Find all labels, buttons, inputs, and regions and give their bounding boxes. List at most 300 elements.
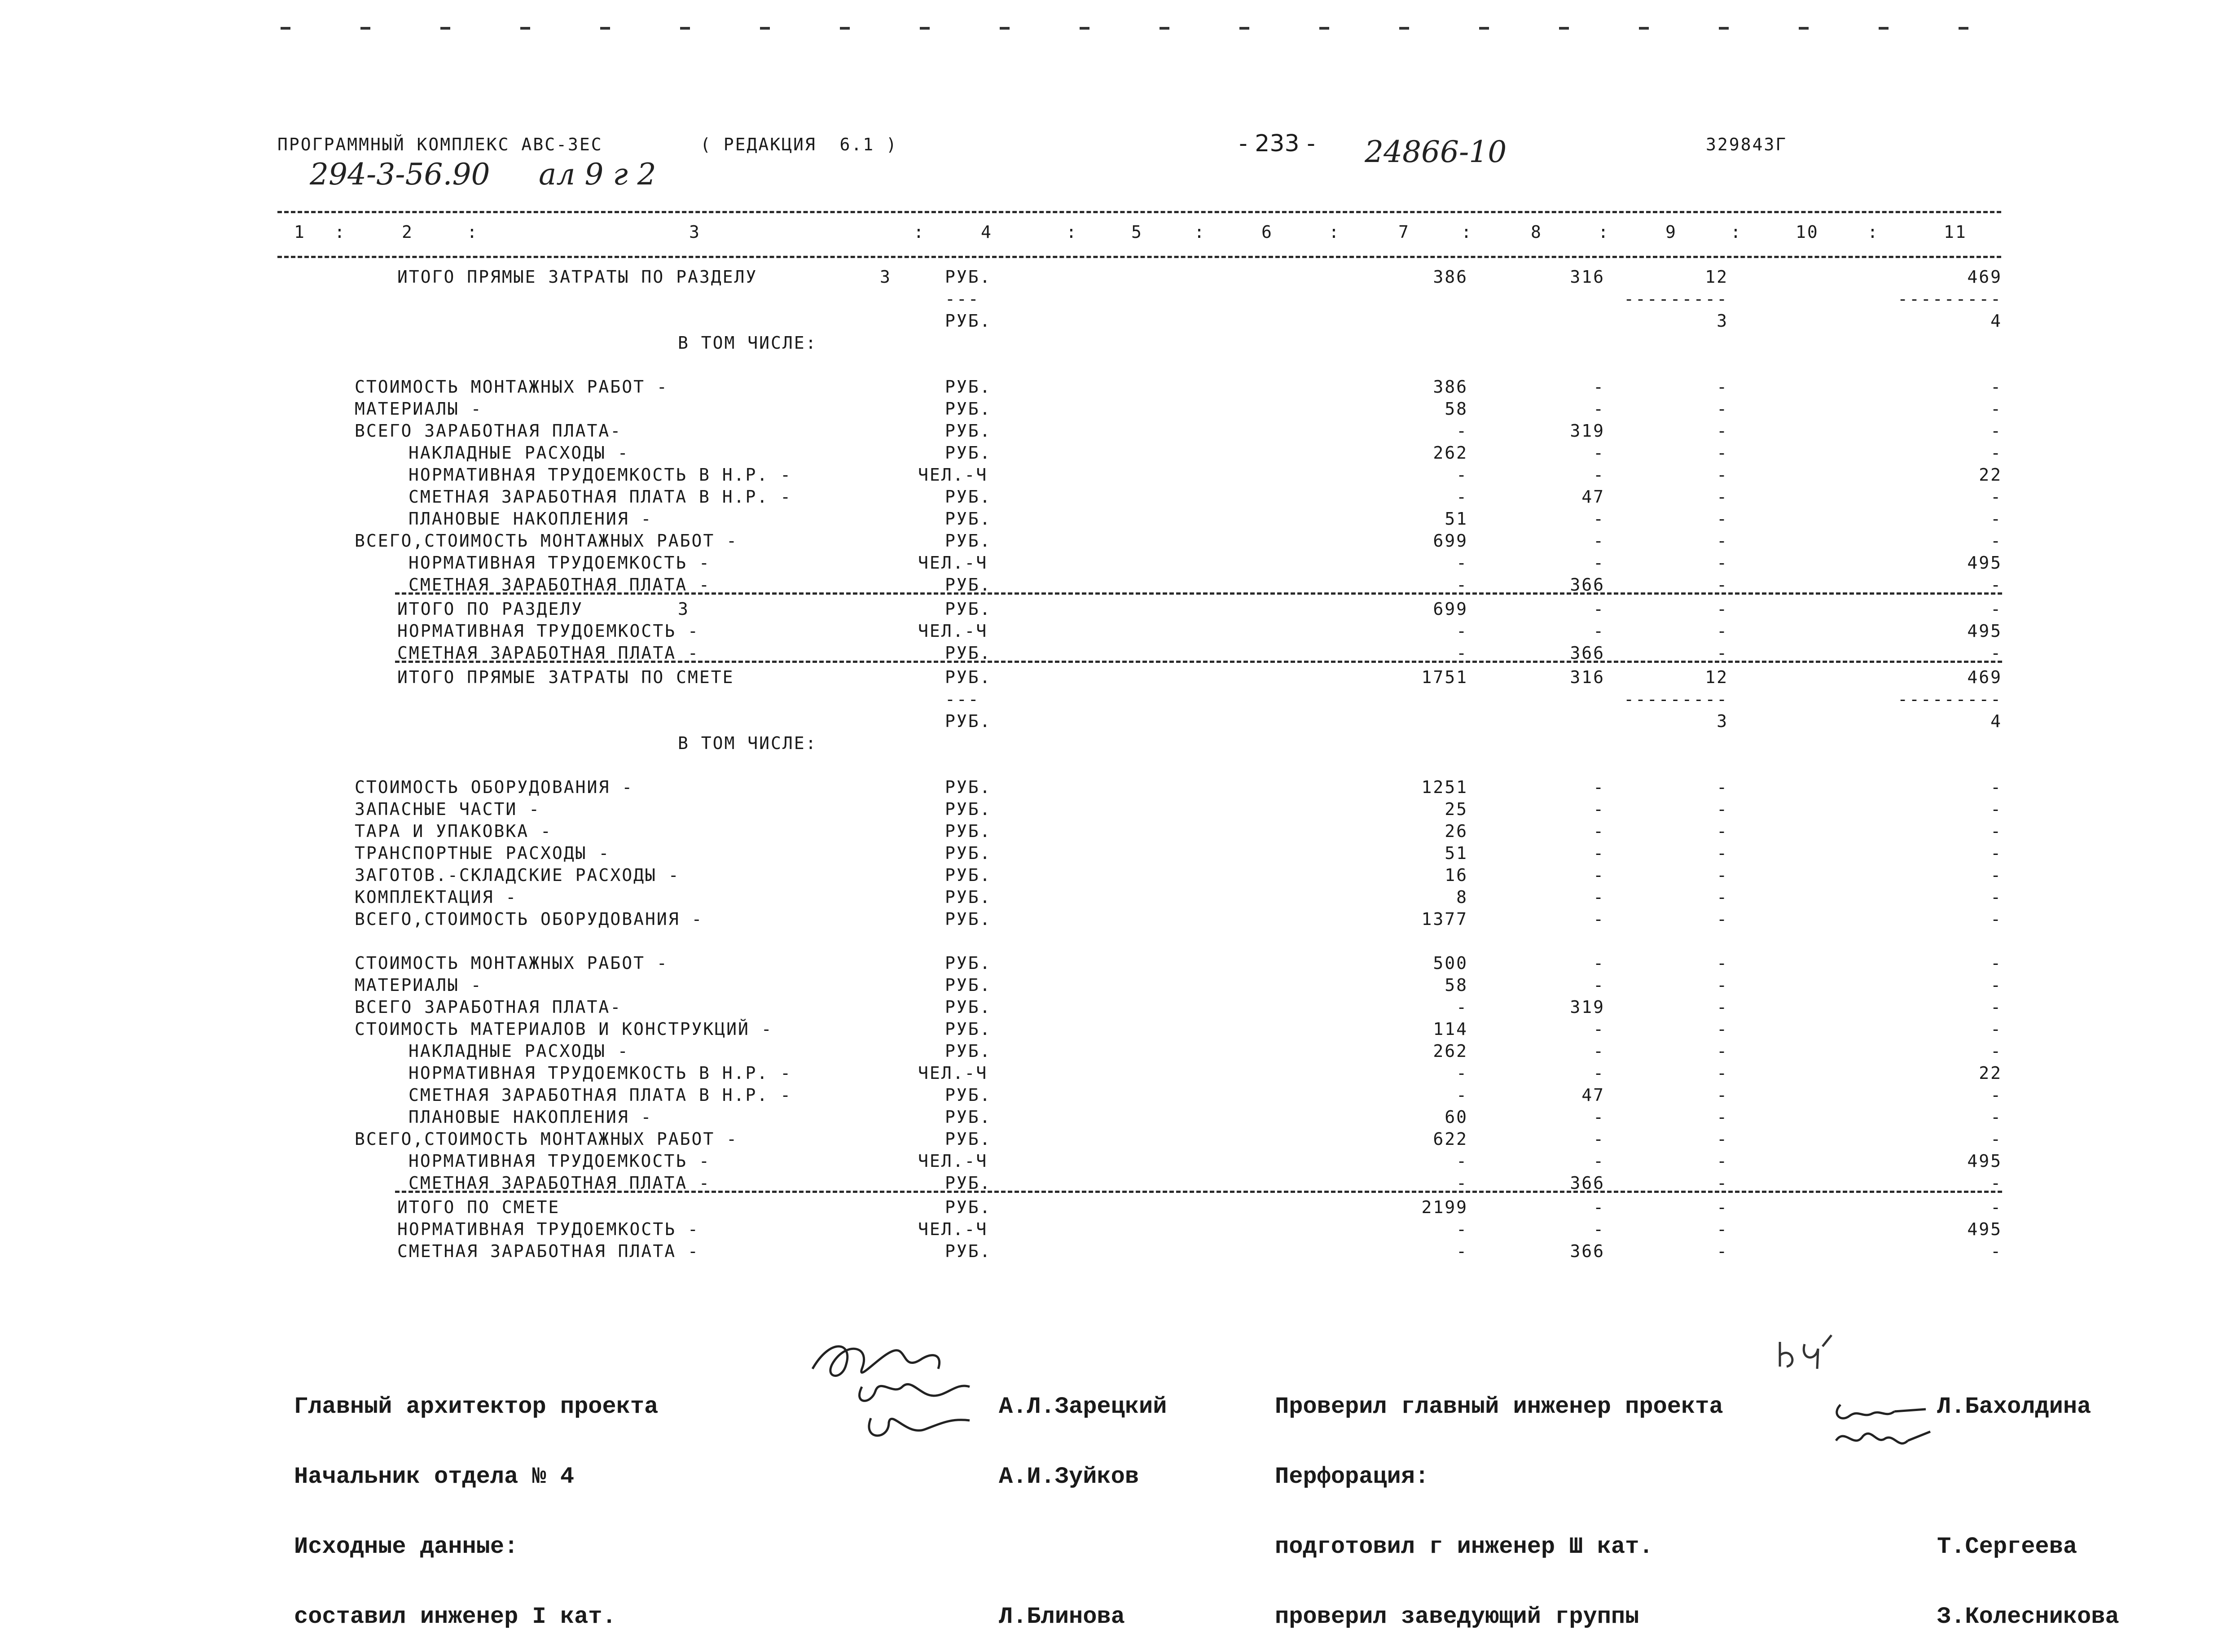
cell-col8: - [1593, 1219, 1605, 1239]
cell-col7: - [1456, 465, 1468, 485]
row-unit: --- [945, 689, 980, 709]
cell-col9: - [1717, 531, 1728, 551]
cell-col9: - [1717, 909, 1728, 929]
cell-col7: 60 [1445, 1107, 1468, 1127]
column-number: 2 [402, 222, 413, 242]
cell-col7: - [1456, 421, 1468, 441]
row-unit: РУБ. [945, 777, 992, 797]
cell-col7: - [1456, 1063, 1468, 1083]
cell-col8: - [1593, 777, 1605, 797]
cell-col11: - [1990, 1041, 2002, 1061]
cell-col7: 262 [1433, 1041, 1468, 1061]
cell-col7: 2199 [1421, 1197, 1468, 1217]
section-rule [395, 661, 2002, 663]
cell-col7: - [1456, 1241, 1468, 1261]
perforation-dash [840, 27, 850, 30]
cell-col9: - [1717, 377, 1728, 397]
cell-col9: - [1717, 975, 1728, 995]
cell-col8: - [1593, 1129, 1605, 1149]
row-unit: РУБ. [945, 1085, 992, 1105]
cell-col9: - [1717, 1019, 1728, 1039]
page-number: - 233 - [1239, 130, 1315, 157]
cell-col11: - [1990, 953, 2002, 973]
section-rule [395, 1191, 2002, 1193]
cell-col9: 3 [1717, 711, 1728, 731]
cell-col9: - [1717, 865, 1728, 885]
row-unit: РУБ. [945, 843, 992, 863]
table-row [0, 1241, 2227, 1262]
row-unit: РУБ. [945, 865, 992, 885]
row-label: ТАРА И УПАКОВКА - [355, 821, 552, 841]
cell-col11: - [1990, 487, 2002, 507]
cell-col8: 366 [1570, 575, 1605, 595]
row-label: НОРМАТИВНАЯ ТРУДОЕМКОСТЬ - [409, 553, 711, 573]
row-label: ПЛАНОВЫЕ НАКОПЛЕНИЯ - [409, 1107, 653, 1127]
row-label: ПЛАНОВЫЕ НАКОПЛЕНИЯ - [409, 509, 653, 529]
edition-label: ( РЕДАКЦИЯ 6.1 ) [700, 135, 898, 154]
signature-title: Начальник отдела № 4 [294, 1464, 575, 1490]
cell-col8: - [1593, 887, 1605, 907]
signature-name: З.Колесникова [1937, 1604, 2119, 1630]
row-unit: РУБ. [945, 377, 992, 397]
column-separator: : [1461, 222, 1473, 242]
table-top-rule [277, 211, 2001, 213]
cell-col8: - [1593, 1041, 1605, 1061]
table-row [0, 421, 2227, 442]
row-label: ИТОГО ПРЯМЫЕ ЗАТРАТЫ ПО СМЕТЕ [397, 667, 734, 687]
signature-title: подготовил г инженер Ш кат. [1275, 1534, 1653, 1560]
table-row [0, 553, 2227, 574]
cell-col9: - [1717, 465, 1728, 485]
cell-col7: 386 [1433, 267, 1468, 287]
row-label: ИТОГО ПО СМЕТЕ [397, 1197, 560, 1217]
perforation-dash [1080, 27, 1089, 30]
row-unit: РУБ. [945, 311, 992, 331]
row-unit: ЧЕЛ.-Ч [918, 553, 988, 573]
cell-col7: - [1456, 575, 1468, 595]
row-unit: РУБ. [945, 799, 992, 819]
cell-col7: 1377 [1421, 909, 1468, 929]
program-title: ПРОГРАММНЫЙ КОМПЛЕКС АВС-ЗЕС [277, 135, 603, 154]
cell-col7: 699 [1433, 599, 1468, 619]
cell-col9: - [1717, 1107, 1728, 1127]
cell-col11: - [1990, 1241, 2002, 1261]
row-label: В ТОМ ЧИСЛЕ: [678, 733, 817, 753]
cell-col8: 316 [1570, 267, 1605, 287]
table-row [0, 777, 2227, 798]
table-row [0, 621, 2227, 642]
perforation-dash [1559, 27, 1569, 30]
row-unit: РУБ. [945, 531, 992, 551]
signature-name [1937, 1465, 2119, 1489]
cell-col8: - [1593, 509, 1605, 529]
table-row [0, 799, 2227, 820]
cell-col9: - [1717, 1085, 1728, 1105]
row-label: В ТОМ ЧИСЛЕ: [678, 333, 817, 353]
table-row [0, 1151, 2227, 1172]
row-unit: РУБ. [945, 1041, 992, 1061]
table-row [0, 689, 2227, 710]
row-unit: РУБ. [945, 1241, 992, 1261]
perforation-dash [680, 27, 690, 30]
row-label: ВСЕГО ЗАРАБОТНАЯ ПЛАТА- [355, 421, 622, 441]
cell-col11: 469 [1967, 267, 2002, 287]
row-section-number: 3 [880, 267, 892, 287]
signature-title: Главный архитектор проекта [294, 1393, 659, 1420]
cell-col9: - [1717, 621, 1728, 641]
table-row [0, 909, 2227, 930]
table-row [0, 267, 2227, 288]
row-label: НАКЛАДНЫЕ РАСХОДЫ - [409, 443, 629, 463]
signature-name: Л.Блинова [999, 1604, 1125, 1630]
cell-col8: 319 [1570, 997, 1605, 1017]
table-row [0, 487, 2227, 508]
row-unit: РУБ. [945, 667, 992, 687]
row-label: СМЕТНАЯ ЗАРАБОТНАЯ ПЛАТА - [397, 1241, 699, 1261]
cell-col11: 495 [1967, 553, 2002, 573]
cell-col11: - [1990, 1173, 2002, 1193]
cell-col9: - [1717, 553, 1728, 573]
perforation-dash [1959, 27, 1968, 30]
cell-col11: - [1990, 421, 2002, 441]
cell-col9: - [1717, 509, 1728, 529]
cell-col9: - [1717, 1197, 1728, 1217]
cell-col8: - [1593, 443, 1605, 463]
cell-col11: 4 [1990, 711, 2002, 731]
left-signature-names [999, 1349, 1167, 1652]
signature-name [999, 1535, 1167, 1559]
cell-col9: 12 [1705, 667, 1728, 687]
cell-col7: - [1456, 1151, 1468, 1171]
row-label: НОРМАТИВНАЯ ТРУДОЕМКОСТЬ В Н.Р. - [409, 465, 792, 485]
cell-col9: - [1717, 443, 1728, 463]
cell-col11: 495 [1967, 1219, 2002, 1239]
cell-col8: - [1593, 799, 1605, 819]
cell-col7: - [1456, 643, 1468, 663]
table-row [0, 333, 2227, 354]
table-header-rule [277, 256, 2001, 258]
cell-col11: - [1990, 1107, 2002, 1127]
cell-col11: - [1990, 1129, 2002, 1149]
doc-number-handwritten: 24866-10 [1365, 135, 1507, 169]
cell-col7: 622 [1433, 1129, 1468, 1149]
cell-col9: - [1717, 1219, 1728, 1239]
cell-col8: 47 [1581, 487, 1605, 507]
row-label: СМЕТНАЯ ЗАРАБОТНАЯ ПЛАТА - [397, 643, 699, 663]
table-row [0, 931, 2227, 952]
cell-col11: - [1990, 443, 2002, 463]
cell-col7: - [1456, 997, 1468, 1017]
row-label: СТОИМОСТЬ МОНТАЖНЫХ РАБОТ - [355, 953, 668, 973]
column-separator: : [1066, 222, 1078, 242]
cell-col11: - [1990, 865, 2002, 885]
column-separator: : [467, 222, 479, 242]
row-label: НАКЛАДНЫЕ РАСХОДЫ - [409, 1041, 629, 1061]
cell-col8: - [1593, 909, 1605, 929]
cell-col8: - [1593, 953, 1605, 973]
row-unit: РУБ. [945, 575, 992, 595]
cell-col11: 495 [1967, 621, 2002, 641]
cell-col7: 26 [1445, 821, 1468, 841]
section-rule [395, 592, 2002, 595]
perforation-dash [1319, 27, 1329, 30]
column-number: 7 [1398, 222, 1410, 242]
cell-col7: - [1456, 1085, 1468, 1105]
perforation-dash [1239, 27, 1249, 30]
row-unit: ЧЕЛ.-Ч [918, 465, 988, 485]
cell-col9: - [1717, 399, 1728, 419]
perforation-dash [1719, 27, 1729, 30]
row-unit: РУБ. [945, 643, 992, 663]
cell-col11: --------- [1898, 289, 2002, 309]
row-label: НОРМАТИВНАЯ ТРУДОЕМКОСТЬ - [397, 1219, 699, 1239]
signature-bakholdina-scribble [1773, 1328, 1849, 1378]
cell-col9: - [1717, 1241, 1728, 1261]
cell-col7: 262 [1433, 443, 1468, 463]
signature-name: Т.Сергеева [1937, 1534, 2078, 1560]
cell-col11: - [1990, 777, 2002, 797]
cell-col9: 12 [1705, 267, 1728, 287]
row-label: СМЕТНАЯ ЗАРАБОТНАЯ ПЛАТА - [409, 575, 711, 595]
cell-col8: - [1593, 865, 1605, 885]
row-unit: РУБ. [945, 997, 992, 1017]
cell-col9: - [1717, 997, 1728, 1017]
row-label: ЗАГОТОВ.-СКЛАДСКИЕ РАСХОДЫ - [355, 865, 680, 885]
table-row [0, 667, 2227, 688]
cell-col7: 25 [1445, 799, 1468, 819]
row-unit: РУБ. [945, 1019, 992, 1039]
column-number: 10 [1796, 222, 1819, 242]
perforation-dash [360, 27, 370, 30]
cell-col11: - [1990, 909, 2002, 929]
table-row [0, 843, 2227, 864]
row-label: ИТОГО ПО РАЗДЕЛУ [397, 599, 584, 619]
signature-zaretsky-scribble [804, 1328, 992, 1450]
cell-col9: - [1717, 799, 1728, 819]
cell-col8: 366 [1570, 1241, 1605, 1261]
column-number: 8 [1531, 222, 1542, 242]
cell-col11: - [1990, 377, 2002, 397]
row-label: НОРМАТИВНАЯ ТРУДОЕМКОСТЬ - [409, 1151, 711, 1171]
table-row [0, 821, 2227, 842]
row-unit: РУБ. [945, 1129, 992, 1149]
cell-col8: - [1593, 1197, 1605, 1217]
cell-col8: 366 [1570, 643, 1605, 663]
cell-col7: 699 [1433, 531, 1468, 551]
perforation-dash [1399, 27, 1409, 30]
column-separator: : [334, 222, 346, 242]
cell-col11: - [1990, 599, 2002, 619]
row-label: МАТЕРИАЛЫ - [355, 975, 483, 995]
table-row [0, 311, 2227, 332]
cell-col8: - [1593, 1107, 1605, 1127]
signature-title: Перфорация: [1275, 1464, 1429, 1490]
row-label: СМЕТНАЯ ЗАРАБОТНАЯ ПЛАТА В Н.Р. - [409, 487, 792, 507]
cell-col9: - [1717, 421, 1728, 441]
cell-col11: - [1990, 843, 2002, 863]
table-row [0, 1197, 2227, 1218]
column-separator: : [1329, 222, 1340, 242]
perforation-dash [1000, 27, 1010, 30]
cell-col9: - [1717, 887, 1728, 907]
cell-col9: - [1717, 821, 1728, 841]
cell-col11: - [1990, 1085, 2002, 1105]
signature-name: А.Л.Зарецкий [999, 1393, 1167, 1420]
column-number: 6 [1261, 222, 1273, 242]
row-unit: РУБ. [945, 267, 992, 287]
cell-col8: 316 [1570, 667, 1605, 687]
cell-col8: - [1593, 399, 1605, 419]
table-row [0, 531, 2227, 552]
table-row [0, 887, 2227, 908]
cell-col8: - [1593, 599, 1605, 619]
row-unit: РУБ. [945, 1173, 992, 1193]
cell-col11: - [1990, 1019, 2002, 1039]
project-number-handwritten: 294-3-56.90 [310, 157, 490, 192]
cell-col9: 3 [1717, 311, 1728, 331]
signature-title: проверил заведующий группы [1275, 1604, 1639, 1630]
perforation-dash [440, 27, 450, 30]
perforation-dash [520, 27, 530, 30]
row-label: НОРМАТИВНАЯ ТРУДОЕМКОСТЬ В Н.Р. - [409, 1063, 792, 1083]
perforation-dash [920, 27, 930, 30]
cell-col8: - [1593, 821, 1605, 841]
cell-col9: - [1717, 1129, 1728, 1149]
signature-sergeeva-kolesnikova-scribble [1827, 1391, 1935, 1454]
table-row [0, 1041, 2227, 1062]
cell-col7: - [1456, 621, 1468, 641]
row-label: ВСЕГО,СТОИМОСТЬ МОНТАЖНЫХ РАБОТ - [355, 531, 738, 551]
cell-col7: 500 [1433, 953, 1468, 973]
row-section-number: 3 [678, 599, 690, 619]
table-row [0, 865, 2227, 886]
perforation-dash [1160, 27, 1169, 30]
cell-col11: 469 [1967, 667, 2002, 687]
cell-col11: - [1990, 975, 2002, 995]
cell-col11: - [1990, 799, 2002, 819]
cell-col9: - [1717, 643, 1728, 663]
cell-col11: 4 [1990, 311, 2002, 331]
signature-name: Л.Бахолдина [1937, 1393, 2091, 1420]
table-row [0, 399, 2227, 420]
cell-col9: - [1717, 1063, 1728, 1083]
table-row [0, 755, 2227, 776]
cell-col9: - [1717, 953, 1728, 973]
row-label: ВСЕГО,СТОИМОСТЬ ОБОРУДОВАНИЯ - [355, 909, 703, 929]
cell-col7: 58 [1445, 399, 1468, 419]
cell-col7: 114 [1433, 1019, 1468, 1039]
cell-col9: --------- [1624, 689, 1728, 709]
signature-title: Исходные данные: [294, 1534, 518, 1560]
table-row [0, 711, 2227, 732]
perforation-dash [1479, 27, 1489, 30]
cell-col8: - [1593, 975, 1605, 995]
row-label: МАТЕРИАЛЫ - [355, 399, 483, 419]
cell-col7: 386 [1433, 377, 1468, 397]
cell-col11: 495 [1967, 1151, 2002, 1171]
column-separator: : [914, 222, 925, 242]
table-row [0, 1107, 2227, 1128]
cell-col11: 22 [1979, 1063, 2002, 1083]
left-signature-titles [294, 1349, 658, 1652]
table-row [0, 733, 2227, 754]
cell-col8: - [1593, 1063, 1605, 1083]
signature-title: Проверил главный инженер проекта [1275, 1393, 1723, 1420]
table-row [0, 997, 2227, 1018]
row-unit: РУБ. [945, 711, 992, 731]
cell-col9: - [1717, 599, 1728, 619]
row-unit: --- [945, 289, 980, 309]
right-signature-titles [1275, 1349, 1723, 1652]
row-label: СТОИМОСТЬ МОНТАЖНЫХ РАБОТ - [355, 377, 668, 397]
row-unit: РУБ. [945, 821, 992, 841]
doc-code: 329843Г [1706, 135, 1788, 154]
row-label: СТОИМОСТЬ ОБОРУДОВАНИЯ - [355, 777, 634, 797]
row-unit: РУБ. [945, 487, 992, 507]
cell-col9: - [1717, 1041, 1728, 1061]
table-row [0, 443, 2227, 464]
column-number: 1 [294, 222, 306, 242]
row-label: КОМПЛЕКТАЦИЯ - [355, 887, 518, 907]
table-row [0, 289, 2227, 310]
row-unit: ЧЕЛ.-Ч [918, 621, 988, 641]
row-unit: ЧЕЛ.-Ч [918, 1151, 988, 1171]
cell-col7: - [1456, 1173, 1468, 1193]
perforation-dash [760, 27, 770, 30]
row-unit: РУБ. [945, 399, 992, 419]
row-unit: РУБ. [945, 443, 992, 463]
column-separator: : [1194, 222, 1206, 242]
cell-col9: - [1717, 843, 1728, 863]
row-unit: РУБ. [945, 1197, 992, 1217]
column-number: 9 [1665, 222, 1677, 242]
cell-col7: - [1456, 553, 1468, 573]
table-row [0, 1129, 2227, 1150]
row-label: ИТОГО ПРЯМЫЕ ЗАТРАТЫ ПО РАЗДЕЛУ [397, 267, 758, 287]
row-label: НОРМАТИВНАЯ ТРУДОЕМКОСТЬ - [397, 621, 699, 641]
cell-col11: --------- [1898, 689, 2002, 709]
cell-col8: - [1593, 553, 1605, 573]
perforation-dash [600, 27, 610, 30]
perforation-dash [1879, 27, 1889, 30]
table-row [0, 509, 2227, 530]
cell-col7: 16 [1445, 865, 1468, 885]
table-row [0, 599, 2227, 620]
table-row [0, 975, 2227, 996]
cell-col8: - [1593, 377, 1605, 397]
row-label: СМЕТНАЯ ЗАРАБОТНАЯ ПЛАТА В Н.Р. - [409, 1085, 792, 1105]
cell-col8: - [1593, 843, 1605, 863]
row-unit: РУБ. [945, 599, 992, 619]
table-row [0, 465, 2227, 486]
cell-col7: 8 [1456, 887, 1468, 907]
column-separator: : [1598, 222, 1610, 242]
cell-col7: 1751 [1421, 667, 1468, 687]
cell-col11: - [1990, 509, 2002, 529]
cell-col8: 319 [1570, 421, 1605, 441]
row-label: ТРАНСПОРТНЫЕ РАСХОДЫ - [355, 843, 611, 863]
row-unit: РУБ. [945, 909, 992, 929]
cell-col11: - [1990, 399, 2002, 419]
cell-col11: - [1990, 887, 2002, 907]
column-separator: : [1867, 222, 1879, 242]
cell-col11: - [1990, 531, 2002, 551]
table-row [0, 1085, 2227, 1106]
cell-col9: - [1717, 777, 1728, 797]
cell-col11: - [1990, 643, 2002, 663]
cell-col8: 366 [1570, 1173, 1605, 1193]
perforation-dash [281, 27, 290, 30]
